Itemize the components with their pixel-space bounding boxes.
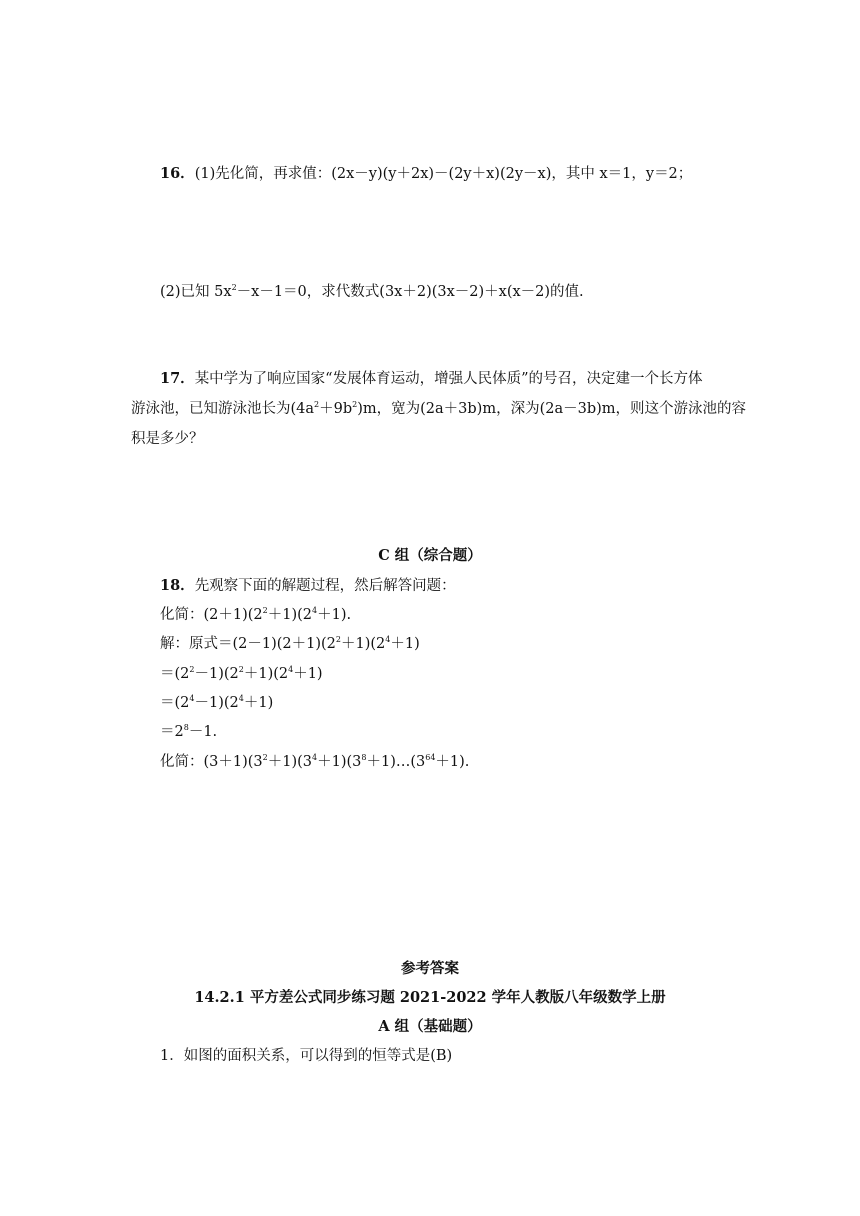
- text-segment: (2)已知 5x: [160, 284, 232, 300]
- question-18-solution-3: [160, 693, 273, 713]
- group-a-title: A 组（基础题）: [378, 1018, 482, 1035]
- question-18-solution-4: [160, 722, 217, 742]
- superscript: 2: [262, 606, 268, 615]
- question-18-intro: [160, 576, 456, 596]
- text-segment: 解：原式＝(2－1)(2＋1)(2: [160, 636, 336, 652]
- text-segment: －x－1＝0，求代数式(3x＋2)(3x－2)＋x(x－2)的值.: [236, 284, 584, 300]
- text-segment: ＋1)…(3: [366, 754, 426, 770]
- question-17-line-3: [131, 429, 204, 449]
- section-c-title: C 组（综合题）: [378, 547, 482, 564]
- question-text: 先观察下面的解题过程，然后解答问题：: [194, 578, 456, 594]
- text-segment: ＝(2: [160, 666, 190, 682]
- text-segment: ＋1)(2: [341, 636, 386, 652]
- question-17-line-2: [131, 399, 746, 419]
- text-segment: ＋1): [293, 666, 323, 682]
- question-18-example: [160, 605, 351, 625]
- superscript: 4: [189, 694, 195, 703]
- answer-1: 1．如图的面积关系，可以得到的恒等式是(B): [160, 1048, 453, 1064]
- superscript: 4: [312, 606, 318, 615]
- superscript: 2: [238, 665, 244, 674]
- text-segment: ＋1): [390, 636, 420, 652]
- question-text: 积是多少？: [131, 431, 204, 447]
- question-text: (1)先化简，再求值：(2x－y)(y＋2x)－(2y＋x)(2y－x)，其中 x＝1，y＝2；: [194, 166, 693, 182]
- superscript: 4: [312, 753, 318, 762]
- text-segment: －1.: [188, 724, 218, 740]
- text-segment: ＋1)(3: [317, 754, 362, 770]
- answers-subtitle: 14.2.1 平方差公式同步练习题 2021-2022 学年人教版八年级数学上册: [194, 989, 666, 1006]
- question-18-solution-1: [160, 634, 420, 654]
- text-segment: 游泳池，已知游泳池长为(4a: [131, 401, 315, 417]
- text-segment: 化简：(3＋1)(3: [160, 754, 263, 770]
- text-segment: ＝2: [160, 724, 184, 740]
- question-18-task: [160, 752, 469, 772]
- text-segment: －1)(2: [194, 666, 239, 682]
- question-18-solution-2: [160, 664, 323, 684]
- question-16-part-1: [160, 164, 692, 184]
- text-segment: ＝(2: [160, 695, 190, 711]
- question-text: 某中学为了响应国家“发展体育运动，增强人民体质”的号召，决定建一个长方体: [194, 371, 703, 387]
- superscript: 4: [288, 665, 294, 674]
- question-number: 17．: [160, 370, 195, 387]
- question-number: 16．: [160, 165, 195, 182]
- text-segment: )m，宽为(2a＋3b)m，深为(2a－3b)m，则这个游泳池的容: [357, 401, 747, 417]
- text-segment: ＋1): [243, 695, 274, 711]
- answers-title: 参考答案: [401, 960, 459, 977]
- question-16-part-2: [160, 282, 584, 302]
- text-segment: －1)(2: [194, 695, 239, 711]
- text-segment: ＋1)(3: [267, 754, 313, 770]
- superscript: 2: [352, 400, 358, 409]
- text-segment: ＋9b: [319, 401, 353, 417]
- superscript: 2: [314, 400, 320, 409]
- text-segment: ＋1)(2: [267, 607, 313, 623]
- superscript: 2: [262, 753, 268, 762]
- text-segment: ＋1)(2: [243, 666, 289, 682]
- question-17-line-1: [160, 369, 703, 389]
- superscript: 8: [183, 723, 189, 732]
- question-number: 18．: [160, 577, 195, 594]
- superscript: 4: [238, 694, 244, 703]
- superscript: 64: [425, 753, 436, 762]
- superscript: 4: [385, 635, 391, 644]
- text-segment: 化简：(2＋1)(2: [160, 607, 263, 623]
- superscript: 2: [189, 665, 195, 674]
- text-segment: ＋1).: [317, 607, 352, 623]
- text-segment: ＋1).: [435, 754, 470, 770]
- superscript: 2: [231, 283, 237, 292]
- superscript: 2: [335, 635, 342, 644]
- superscript: 8: [361, 753, 367, 762]
